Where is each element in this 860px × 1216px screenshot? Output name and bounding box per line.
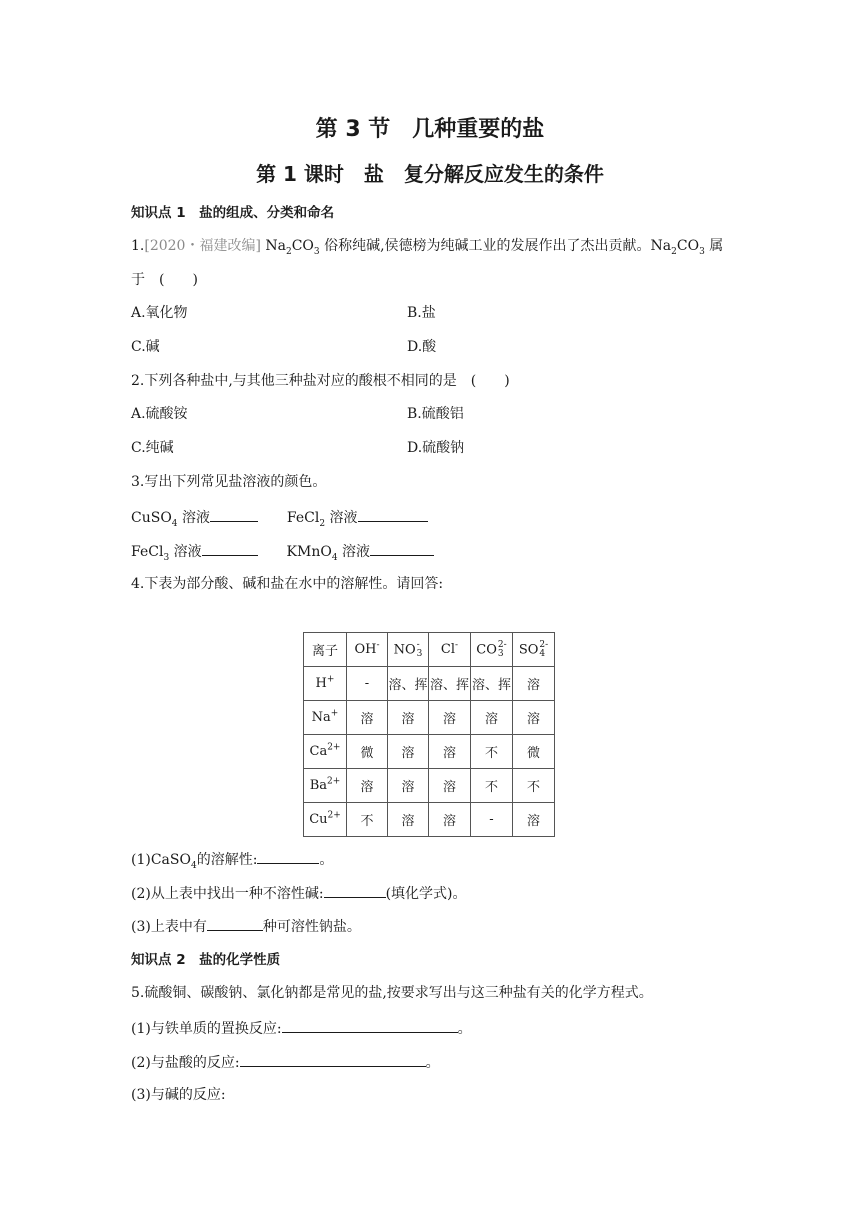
table-cell: 溶、挥: [429, 667, 471, 701]
table-cell: 溶: [388, 769, 429, 803]
table-cell: 溶: [513, 667, 555, 701]
question-5-sub2: (2)与盐酸的反应: 。: [131, 1051, 440, 1073]
table-cell: 溶: [388, 735, 429, 769]
option-a: A.硫酸铵: [131, 406, 188, 422]
table-cell: 溶: [429, 803, 471, 837]
table-cell: 溶: [347, 769, 388, 803]
table-cell: 溶: [429, 735, 471, 769]
row-ion-cell: $Ba^{2+}$: [304, 769, 347, 803]
table-header-row: [304, 633, 555, 667]
table-cell: 溶: [388, 803, 429, 837]
table-row: [304, 803, 555, 837]
option-d: D.酸: [407, 339, 437, 355]
row-ion-cell: $Ca^{2+}$: [304, 735, 347, 769]
question-1-text-end: 属: [709, 238, 724, 254]
table-cell: 不: [513, 769, 555, 803]
question-source: [2020・福建改编]: [144, 238, 261, 254]
table-row: [304, 701, 555, 735]
table-cell: 溶: [429, 701, 471, 735]
table-cell: 溶: [388, 701, 429, 735]
answer-blank[interactable]: [202, 540, 258, 556]
knowledge-point-2: 知识点 2 盐的化学性质: [131, 952, 281, 968]
question-3-row1: CuSO$_4$ 溶液 FeCl$_2$ 溶液: [131, 506, 428, 528]
answer-blank[interactable]: [358, 506, 428, 522]
row-ion-cell: $Cu^{2+}$: [304, 803, 347, 837]
answer-blank[interactable]: [240, 1051, 426, 1067]
answer-blank[interactable]: [210, 506, 258, 522]
question-4-sub1: (1)CaSO$_4$的溶解性: 。: [131, 848, 333, 870]
table-cell: 溶: [513, 701, 555, 735]
question-1-line2: 于 ( ): [131, 272, 198, 288]
option-c: C.纯碱: [131, 440, 174, 456]
option-d: D.硫酸钠: [407, 440, 465, 456]
question-4-stem: 4.下表为部分酸、碱和盐在水中的溶解性。请回答:: [131, 576, 444, 592]
question-2-stem: 2.下列各种盐中,与其他三种盐对应的酸根不相同的是 ( ): [131, 373, 510, 389]
answer-blank[interactable]: [324, 882, 386, 898]
option-b: B.盐: [407, 305, 436, 321]
option-c: C.碱: [131, 339, 160, 355]
question-1-text: 俗称纯碱,侯德榜为纯碱工业的发展作出了杰出贡献。: [324, 238, 651, 254]
answer-blank[interactable]: [207, 915, 263, 931]
table-cell: 溶: [513, 803, 555, 837]
question-number: 1.: [131, 238, 145, 254]
table-cell: 溶、挥: [388, 667, 429, 701]
table-cell: 溶、挥: [471, 667, 513, 701]
table-row: [304, 769, 555, 803]
table-cell: -: [471, 803, 513, 837]
question-1-stem: 1.[2020・福建改编] $Na_2CO_3$ 俗称纯碱,侯德榜为纯碱工业的发展作出了杰出贡献。$Na_2CO_3$ 属: [131, 238, 724, 257]
table-row: [304, 735, 555, 769]
knowledge-point-1: 知识点 1 盐的组成、分类和命名: [131, 205, 335, 221]
header-cl: Cl-: [429, 633, 471, 667]
question-4-sub3: (3)上表中有 种可溶性钠盐。: [131, 915, 361, 937]
answer-blank[interactable]: [257, 848, 319, 864]
table-cell: 溶: [347, 701, 388, 735]
solubility-table: [303, 632, 555, 837]
row-ion-cell: Na+: [304, 701, 347, 735]
table-cell: -: [347, 667, 388, 701]
lesson-subtitle: 第 1 课时 盐 复分解反应发生的条件: [256, 162, 604, 186]
table-cell: 溶: [429, 769, 471, 803]
question-3-row2: FeCl$_3$ 溶液 KMnO$_4$ 溶液: [131, 540, 434, 562]
question-5-sub1: (1)与铁单质的置换反应: 。: [131, 1017, 472, 1039]
table-corner-cell: 离子: [304, 633, 347, 667]
table-cell: 不: [471, 735, 513, 769]
table-cell: 不: [471, 769, 513, 803]
header-oh: OH-: [347, 633, 388, 667]
question-5-sub3: (3)与碱的反应:: [131, 1087, 226, 1103]
table-cell: 微: [347, 735, 388, 769]
table-cell: 不: [347, 803, 388, 837]
question-5-stem: 5.硫酸铜、碳酸钠、氯化钠都是常见的盐,按要求写出与这三种盐有关的化学方程式。: [131, 985, 653, 1001]
table-cell: 微: [513, 735, 555, 769]
header-no3: NO- 3: [388, 633, 429, 667]
question-4-sub2: (2)从上表中找出一种不溶性碱: (填化学式)。: [131, 882, 467, 904]
table-row: [304, 667, 555, 701]
answer-blank[interactable]: [370, 540, 434, 556]
question-3-stem: 3.写出下列常见盐溶液的颜色。: [131, 474, 327, 490]
section-title: 第 3 节 几种重要的盐: [315, 117, 545, 142]
answer-blank[interactable]: [282, 1017, 458, 1033]
row-ion-cell: H+: [304, 667, 347, 701]
option-a: A.氧化物: [131, 305, 188, 321]
header-co3: CO2- 3: [471, 633, 513, 667]
header-so4: SO2- 4: [513, 633, 555, 667]
option-b: B.硫酸铝: [407, 406, 464, 422]
table-cell: 溶: [471, 701, 513, 735]
